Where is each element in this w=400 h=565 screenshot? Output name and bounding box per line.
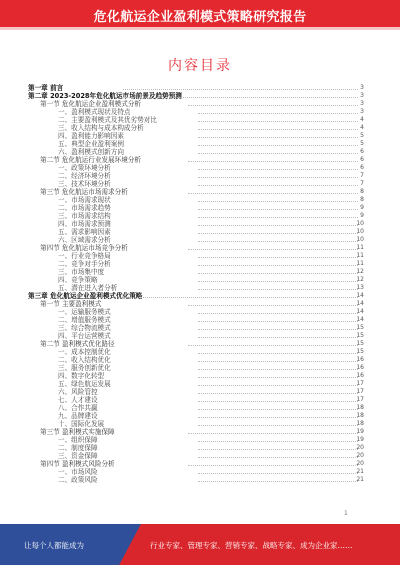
page-number: 1 (344, 510, 348, 517)
toc-entry[interactable] (28, 364, 364, 372)
toc-entry-label: 三、市场需求结构 (58, 212, 111, 220)
header-divider (0, 27, 400, 30)
toc-entry-label: 十、国际化发展 (58, 420, 105, 428)
toc-entry-page: 13 (356, 284, 364, 291)
toc-entry-label: 一、市场风险 (58, 468, 98, 476)
toc-entry[interactable] (28, 84, 364, 92)
toc-entry-label: 三、综合物流模式 (58, 324, 111, 332)
toc-entry-label: 第三节 危化航运市场需求分析 (40, 188, 128, 196)
toc-dot-leader (198, 153, 358, 154)
toc-entry[interactable] (28, 324, 364, 332)
toc-entry[interactable] (28, 284, 364, 292)
toc-dot-leader (198, 425, 358, 426)
toc-entry[interactable] (28, 252, 364, 260)
toc-entry-label: 一、运输服务模式 (58, 308, 111, 316)
toc-entry[interactable] (28, 300, 364, 308)
toc-entry-page: 15 (356, 340, 364, 347)
toc-dot-leader (188, 345, 358, 346)
toc-entry-page: 8 (360, 196, 364, 203)
toc-entry[interactable] (28, 372, 364, 380)
toc-dot-leader (198, 289, 358, 290)
toc-dot-leader (188, 465, 358, 466)
toc-entry-page: 9 (360, 212, 364, 219)
toc-entry-label: 六、区域需求分析 (58, 236, 111, 244)
toc-entry[interactable] (28, 140, 364, 148)
toc-dot-leader (198, 409, 358, 410)
toc-entry[interactable] (28, 348, 364, 356)
toc-dot-leader (188, 433, 358, 434)
toc-entry-page: 8 (360, 188, 364, 195)
toc-entry[interactable] (28, 92, 364, 100)
toc-entry-page: 17 (356, 380, 364, 387)
toc-entry[interactable] (28, 172, 364, 180)
toc-entry-page: 20 (356, 460, 364, 467)
footer-slogan-right: 行业专家、管理专家、营销专家、战略专家、成为企业家…… (150, 541, 353, 550)
toc-entry[interactable] (28, 180, 364, 188)
toc-dot-leader (198, 217, 358, 218)
toc-entry-page: 11 (356, 244, 364, 251)
toc-dot-leader (198, 225, 358, 226)
toc-entry-page: 21 (356, 468, 364, 475)
toc-entry-label: 一、盈利模式现状及特点 (58, 108, 131, 116)
table-of-contents (28, 84, 364, 484)
toc-entry-label: 六、盈利模式创新方向 (58, 148, 124, 156)
toc-entry[interactable] (28, 268, 364, 276)
toc-entry[interactable] (28, 148, 364, 156)
toc-entry-label: 三、市场集中度 (58, 268, 105, 276)
toc-dot-leader (198, 137, 358, 138)
toc-entry[interactable] (28, 292, 364, 300)
toc-entry-label: 四、市场需求预测 (58, 220, 111, 228)
toc-entry-label: 一、组织保障 (58, 436, 98, 444)
toc-entry-label: 二、政策风险 (58, 476, 98, 484)
toc-entry-label: 二、主要盈利模式及其优劣势对比 (58, 116, 157, 124)
toc-entry-label: 二、增值服务模式 (58, 316, 111, 324)
toc-entry-label: 五、潜在进入者分析 (58, 284, 118, 292)
toc-dot-leader (198, 209, 358, 210)
toc-entry[interactable] (28, 476, 364, 484)
toc-entry-page: 16 (356, 364, 364, 371)
toc-dot-leader (198, 241, 358, 242)
toc-dot-leader (198, 177, 358, 178)
toc-entry[interactable] (28, 460, 364, 468)
toc-entry[interactable] (28, 156, 364, 164)
toc-entry-page: 7 (360, 180, 364, 187)
toc-entry-page: 19 (356, 436, 364, 443)
toc-dot-leader (123, 89, 358, 90)
toc-entry[interactable] (28, 188, 364, 196)
footer-bar (0, 524, 400, 565)
toc-dot-leader (198, 441, 358, 442)
toc-entry-page: 7 (360, 172, 364, 179)
toc-entry-label: 三、收入结构与成本构成分析 (58, 124, 144, 132)
toc-entry-label: 一、行业竞争格局 (58, 252, 111, 260)
toc-entry-label: 四、数字化转型 (58, 372, 105, 380)
toc-entry[interactable] (28, 164, 364, 172)
toc-entry[interactable] (28, 244, 364, 252)
toc-entry-label: 第二节 盈利模式优化路径 (40, 340, 115, 348)
toc-entry-page: 18 (356, 420, 364, 427)
toc-entry-page: 4 (360, 116, 364, 123)
toc-dot-leader (198, 321, 358, 322)
toc-entry-page: 16 (356, 372, 364, 379)
toc-entry-label: 四、盈利能力影响因素 (58, 132, 124, 140)
toc-dot-leader (198, 417, 358, 418)
toc-dot-leader (198, 361, 358, 362)
toc-entry-label: 第二节 危化航运行业发展环境分析 (40, 156, 142, 164)
toc-entry-label: 二、经济环境分析 (58, 172, 111, 180)
toc-entry-page: 3 (360, 92, 364, 99)
toc-entry[interactable] (28, 220, 364, 228)
toc-entry-page: 9 (360, 204, 364, 211)
toc-dot-leader (198, 257, 358, 258)
toc-dot-leader (198, 377, 358, 378)
toc-entry-label: 九、品牌建设 (58, 412, 98, 420)
toc-entry-page: 5 (360, 132, 364, 139)
toc-entry[interactable] (28, 308, 364, 316)
toc-dot-leader (198, 145, 358, 146)
toc-dot-leader (188, 249, 358, 250)
toc-entry[interactable] (28, 236, 364, 244)
toc-entry-page: 14 (356, 292, 364, 299)
toc-entry-page: 17 (356, 396, 364, 403)
toc-entry[interactable] (28, 316, 364, 324)
toc-dot-leader (198, 201, 358, 202)
toc-entry-label: 第一章 前言 (28, 84, 64, 92)
toc-entry[interactable] (28, 468, 364, 476)
toc-entry-label: 五、绿色航运发展 (58, 380, 111, 388)
toc-dot-leader (188, 193, 358, 194)
toc-entry-label: 第四节 危化航运市场竞争分析 (40, 244, 128, 252)
toc-entry[interactable] (28, 108, 364, 116)
toc-entry-label: 七、人才建设 (58, 396, 98, 404)
toc-dot-leader (188, 305, 358, 306)
toc-entry[interactable] (28, 452, 364, 460)
toc-dot-leader (198, 281, 358, 282)
toc-dot-leader (198, 457, 358, 458)
toc-entry-label: 二、竞争对手分析 (58, 260, 111, 268)
toc-entry[interactable] (28, 412, 364, 420)
toc-dot-leader (198, 393, 358, 394)
toc-entry-page: 14 (356, 308, 364, 315)
toc-entry[interactable] (28, 356, 364, 364)
toc-entry[interactable] (28, 204, 364, 212)
toc-entry-label: 二、制度保障 (58, 444, 98, 452)
toc-entry-label: 第一节 主要盈利模式 (40, 300, 102, 308)
toc-entry-page: 10 (356, 236, 364, 243)
toc-dot-leader (198, 129, 358, 130)
toc-dot-leader (198, 273, 358, 274)
toc-entry[interactable] (28, 116, 364, 124)
toc-entry-page: 3 (360, 84, 364, 91)
toc-entry[interactable] (28, 100, 364, 108)
toc-entry-page: 6 (360, 148, 364, 155)
toc-entry-page: 14 (356, 300, 364, 307)
toc-entry-label: 五、需求影响因素 (58, 228, 111, 236)
toc-entry-page: 6 (360, 164, 364, 171)
toc-dot-leader (198, 401, 358, 402)
toc-entry-page: 11 (356, 252, 364, 259)
toc-dot-leader (198, 233, 358, 234)
toc-entry-page: 15 (356, 324, 364, 331)
toc-entry[interactable] (28, 124, 364, 132)
toc-entry[interactable] (28, 228, 364, 236)
toc-entry[interactable] (28, 332, 364, 340)
toc-entry-page: 18 (356, 404, 364, 411)
toc-entry[interactable] (28, 340, 364, 348)
toc-dot-leader (123, 97, 358, 98)
toc-entry-page: 15 (356, 332, 364, 339)
report-title: 危化航运企业盈利模式策略研究报告 (93, 10, 307, 25)
toc-dot-leader (198, 169, 358, 170)
toc-entry-page: 3 (360, 100, 364, 107)
toc-entry-page: 12 (356, 268, 364, 275)
toc-entry[interactable] (28, 396, 364, 404)
toc-entry[interactable] (28, 444, 364, 452)
toc-dot-leader (198, 353, 358, 354)
toc-entry-label: 三、资金保障 (58, 452, 98, 460)
toc-dot-leader (123, 297, 358, 298)
toc-entry-label: 八、合作共赢 (58, 404, 98, 412)
toc-entry-label: 六、风险管控 (58, 388, 98, 396)
toc-dot-leader (198, 113, 358, 114)
toc-entry-label: 一、政策环境分析 (58, 164, 111, 172)
toc-entry-page: 18 (356, 412, 364, 419)
footer-slogan-left: 让每个人都能成为 (24, 541, 84, 550)
toc-dot-leader (198, 385, 358, 386)
toc-entry-page: 4 (360, 124, 364, 131)
toc-dot-leader (198, 369, 358, 370)
toc-entry-label: 第三节 盈利模式实施保障 (40, 428, 115, 436)
toc-entry[interactable] (28, 428, 364, 436)
toc-dot-leader (198, 185, 358, 186)
toc-entry-label: 一、成本控制优化 (58, 348, 111, 356)
toc-entry-label: 二、市场需求趋势 (58, 204, 111, 212)
toc-dot-leader (198, 481, 358, 482)
toc-entry-label: 第一节 危化航运企业盈利模式分析 (40, 100, 142, 108)
toc-entry[interactable] (28, 404, 364, 412)
toc-entry[interactable] (28, 260, 364, 268)
toc-entry-label: 三、技术环境分析 (58, 180, 111, 188)
toc-dot-leader (198, 473, 358, 474)
toc-entry-label: 四、平台运营模式 (58, 332, 111, 340)
toc-entry-label: 一、市场需求现状 (58, 196, 111, 204)
toc-entry-label: 第四节 盈利模式风险分析 (40, 460, 115, 468)
toc-dot-leader (198, 265, 358, 266)
toc-heading: 内容目录 (168, 58, 232, 74)
toc-entry[interactable] (28, 132, 364, 140)
toc-entry-label: 五、典型企业盈利案例 (58, 140, 124, 148)
toc-entry[interactable] (28, 212, 364, 220)
toc-entry-label: 三、服务创新优化 (58, 364, 111, 372)
toc-entry-page: 6 (360, 156, 364, 163)
toc-entry-page: 3 (360, 108, 364, 115)
toc-entry-page: 17 (356, 388, 364, 395)
toc-entry-page: 10 (356, 220, 364, 227)
toc-entry-page: 21 (356, 476, 364, 483)
toc-dot-leader (198, 313, 358, 314)
toc-entry-page: 12 (356, 276, 364, 283)
toc-entry-page: 15 (356, 348, 364, 355)
toc-dot-leader (198, 121, 358, 122)
toc-entry[interactable] (28, 380, 364, 388)
toc-entry-page: 11 (356, 260, 364, 267)
toc-entry-page: 10 (356, 228, 364, 235)
toc-entry[interactable] (28, 276, 364, 284)
toc-dot-leader (188, 161, 358, 162)
toc-entry-label: 四、竞争策略 (58, 276, 98, 284)
toc-dot-leader (198, 449, 358, 450)
toc-entry-page: 16 (356, 356, 364, 363)
toc-entry-page: 20 (356, 452, 364, 459)
toc-entry-page: 20 (356, 444, 364, 451)
toc-dot-leader (198, 329, 358, 330)
toc-entry-label: 第三章 危化航运企业盈利模式优化策略 (28, 292, 143, 300)
header-bar (0, 0, 400, 27)
toc-entry-page: 19 (356, 428, 364, 435)
toc-entry[interactable] (28, 388, 364, 396)
toc-entry[interactable] (28, 420, 364, 428)
toc-dot-leader (198, 337, 358, 338)
toc-entry-page: 14 (356, 316, 364, 323)
toc-entry-page: 5 (360, 140, 364, 147)
toc-entry-label: 第二章 2023-2028年危化航运市场前景及趋势预测 (28, 92, 182, 100)
toc-entry[interactable] (28, 196, 364, 204)
toc-entry[interactable] (28, 436, 364, 444)
toc-entry-label: 二、收入结构优化 (58, 356, 111, 364)
toc-dot-leader (188, 105, 358, 106)
